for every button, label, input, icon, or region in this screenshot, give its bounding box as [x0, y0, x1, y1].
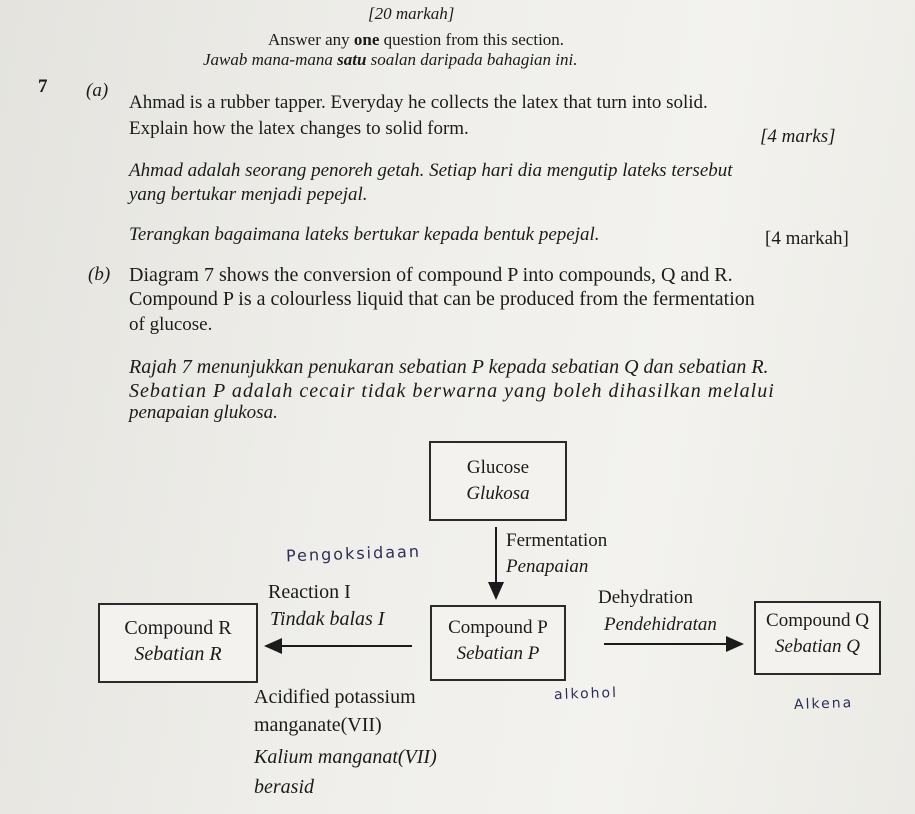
reagent-english-line1: Acidified potassium — [254, 686, 416, 708]
dehydration-label: Dehydration — [598, 587, 693, 608]
glucose-label-malay: Glukosa — [466, 483, 530, 504]
compound-q-label-malay: Sebatian Q — [775, 636, 860, 657]
part-b-malay-line3: penapaian glukosa. — [129, 402, 278, 423]
handwritten-note-alkene: Alkena — [793, 694, 854, 714]
part-b-malay-line2: Sebatian P adalah cecair tidak berwarna yang boleh dihasilkan melalui — [129, 380, 775, 402]
part-a-malay-line2: yang bertukar menjadi pepejal. — [129, 184, 368, 205]
emphasis-satu: satu — [337, 50, 367, 69]
reaction1-label: Reaction I — [268, 581, 351, 603]
part-a-marks-english: [4 marks] — [760, 126, 836, 147]
dehydration-label-malay: Pendehidratan — [604, 614, 717, 635]
part-a-marks-malay: [4 markah] — [765, 228, 849, 249]
part-a-label: (a) — [86, 80, 109, 101]
compound-r-label-malay: Sebatian R — [134, 643, 222, 665]
marks-total: [20 markah] — [368, 4, 455, 23]
handwritten-note-oxidation: Pengoksidaan — [285, 541, 422, 566]
compound-r-label: Compound R — [124, 617, 232, 639]
part-b-english-line1: Diagram 7 shows the conversion of compound P into compounds, Q and R. — [129, 264, 733, 286]
handwritten-note-alcohol: alkohol — [553, 684, 619, 704]
reagent-malay-line1: Kalium manganat(VII) — [254, 746, 437, 768]
reaction1-label-malay: Tindak balas I — [270, 608, 385, 630]
part-b-english-line3: of glucose. — [129, 314, 213, 335]
part-a-english-line1: Ahmad is a rubber tapper. Everyday he collects the latex that turn into solid. — [129, 92, 708, 113]
part-b-english-line2: Compound P is a colourless liquid that can be produced from the fermentation — [129, 288, 755, 310]
reagent-malay-line2: berasid — [254, 776, 314, 798]
compound-p-label-malay: Sebatian P — [456, 643, 540, 664]
reagent-english-line2: manganate(VII) — [254, 714, 382, 736]
glucose-label: Glucose — [466, 457, 530, 478]
part-a-malay-line3: Terangkan bagaimana lateks bertukar kepada bentuk pepejal. — [129, 224, 600, 245]
emphasis-one: one — [353, 30, 380, 49]
part-b-malay-line1: Rajah 7 menunjukkan penukaran sebatian P kepada sebatian Q dan sebatian R. — [129, 356, 769, 378]
part-b-label: (b) — [88, 264, 111, 285]
part-a-malay-line1: Ahmad adalah seorang penoreh getah. Setiap hari dia mengutip lateks tersebut — [129, 160, 733, 181]
part-a-english-line2: Explain how the latex changes to solid form. — [129, 118, 469, 139]
instruction-english: Answer any one question from this section. — [268, 30, 565, 49]
fermentation-label: Fermentation — [506, 530, 608, 551]
compound-p-label: Compound P — [448, 617, 548, 638]
compound-q-label: Compound Q — [766, 610, 869, 631]
instruction-malay: Jawab mana-mana satu soalan daripada bahagian ini. — [203, 50, 578, 69]
question-number: 7 — [38, 76, 48, 97]
fermentation-label-malay: Penapaian — [506, 556, 589, 577]
